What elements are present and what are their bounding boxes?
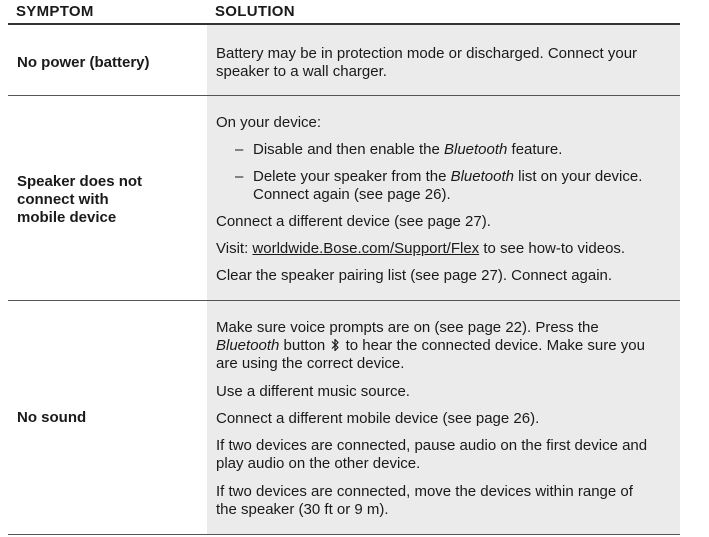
pause-audio-line: play audio on the other device. (216, 455, 421, 472)
bullet-dash: – (235, 141, 244, 158)
symptom-no-connect-line: connect with (17, 191, 109, 208)
connect-different-device: Connect a different device (see page 27). (216, 213, 491, 230)
clear-pairing-list: Clear the speaker pairing list (see page 27). Connect again. (216, 267, 613, 284)
solution-line: speaker to a wall charger. (216, 63, 387, 80)
pause-audio-line: If two devices are connected, pause audio on the first device and (216, 437, 648, 454)
symptom-no-power: No power (battery) (17, 54, 150, 71)
bullet-disable-enable: Disable and then enable the Bluetooth feature. (253, 141, 563, 158)
troubleshooting-table (8, 0, 680, 537)
voice-prompts-line: Make sure voice prompts are on (see page 22). Press the (216, 319, 599, 336)
row-divider (8, 534, 680, 535)
solution-header: SOLUTION (215, 3, 295, 20)
table-row-no-connect (8, 96, 680, 300)
symptom-no-sound: No sound (17, 409, 87, 426)
symptom-no-connect-line: mobile device (17, 209, 117, 226)
bullet-delete-speaker: Delete your speaker from the Bluetooth list on your device. (253, 168, 643, 185)
support-link[interactable]: worldwide.Bose.com/Support/Flex (252, 240, 480, 257)
move-devices-line: the speaker (30 ft or 9 m). (216, 501, 389, 518)
solution-line: Battery may be in protection mode or discharged. Connect your (216, 45, 638, 62)
visit-line: Visit: worldwide.Bose.com/Support/Flex to see how-to videos. (216, 240, 626, 257)
table-row-no-power (8, 25, 680, 95)
symptom-header: SYMPTOM (16, 3, 94, 20)
table-header (8, 0, 680, 24)
move-devices-line: If two devices are connected, move the devices within range of (216, 483, 633, 500)
different-mobile-device: Connect a different mobile device (see page 26). (216, 410, 540, 427)
on-device-label: On your device: (216, 114, 322, 131)
different-music-source: Use a different music source. (216, 383, 410, 400)
bluetooth-icon (330, 338, 340, 352)
bullet-delete-speaker-cont: Connect again (see page 26). (253, 186, 451, 203)
voice-prompts-line: Bluetooth button to hear the connected device. Make sure you (216, 337, 645, 354)
bullet-dash: – (235, 168, 244, 185)
symptom-no-connect-line: Speaker does not (17, 173, 143, 190)
table-row-no-sound (8, 301, 680, 534)
voice-prompts-line: are using the correct device. (216, 355, 405, 372)
